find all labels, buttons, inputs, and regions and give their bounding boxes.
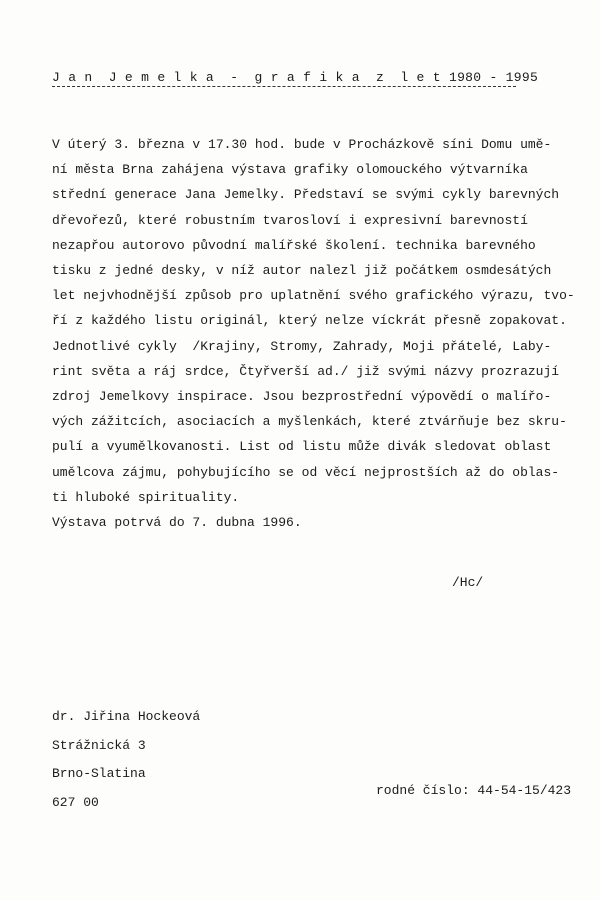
address-postcode: 627 00: [52, 794, 99, 810]
body-line: vých zážitcích, asociacích a myšlenkách, které ztvárňuje bez skru-: [52, 414, 567, 430]
body-line: tisku z jedné desky, v níž autor nalezl již počátkem osmdesátých: [52, 263, 552, 279]
body-line: nezapřou autorovo původní malířské školení. technika barevného: [52, 237, 536, 253]
body-line: V úterý 3. března v 17.30 hod. bude v Procházkově síni Domu umě-: [52, 137, 552, 152]
body-line: zdroj Jemelkovy inspirace. Jsou bezprostřední výpovědí o malířo-: [52, 389, 552, 405]
body-line: ří z každého listu originál, který nelze víckrát přesně zopakovat.: [52, 313, 567, 329]
birth-number: rodné číslo: 44-54-15/423: [376, 783, 572, 798]
document-title: J a n J e m e l k a - g r a f i k a z l e t 1980 - 1995: [52, 70, 539, 85]
body-line: pulí a vyumělkovanosti. List od listu může divák sledovat oblast: [52, 439, 552, 455]
body-line: ní města Brna zahájena výstava grafiky olomouckého výtvarníka: [52, 162, 528, 178]
address-name: dr. Jiřina Hockeová: [52, 709, 201, 724]
body-line: ti hluboké spirituality.: [52, 489, 240, 505]
address-city: Brno-Slatina: [52, 766, 146, 782]
body-text: [52, 132, 575, 535]
body-line: Výstava potrvá do 7. dubna 1996.: [52, 515, 302, 531]
body-line: střední generace Jana Jemelky. Představí se svými cykly barevných: [52, 187, 560, 203]
body-line: umělcova zájmu, pohybujícího se od věcí nejprostších až do oblas-: [52, 464, 560, 480]
body-line: rint světa a ráj srdce, Čtyřverší ad./ již svými názvy prozrazují: [52, 363, 560, 379]
address-street: Strážnická 3: [52, 737, 146, 753]
body-line: let nejvhodnější způsob pro uplatnění svého grafického výrazu, tvo-: [52, 288, 575, 304]
author-signature: /Hc/: [452, 575, 484, 590]
title-underline: [52, 86, 516, 87]
body-line: dřevořezů, které robustním tvarosloví i expresivní barevností: [52, 212, 528, 228]
sender-address: [52, 703, 200, 817]
body-line: Jednotlivé cykly /Krajiny, Stromy, Zahrady, Moji přátelé, Laby-: [52, 338, 552, 354]
